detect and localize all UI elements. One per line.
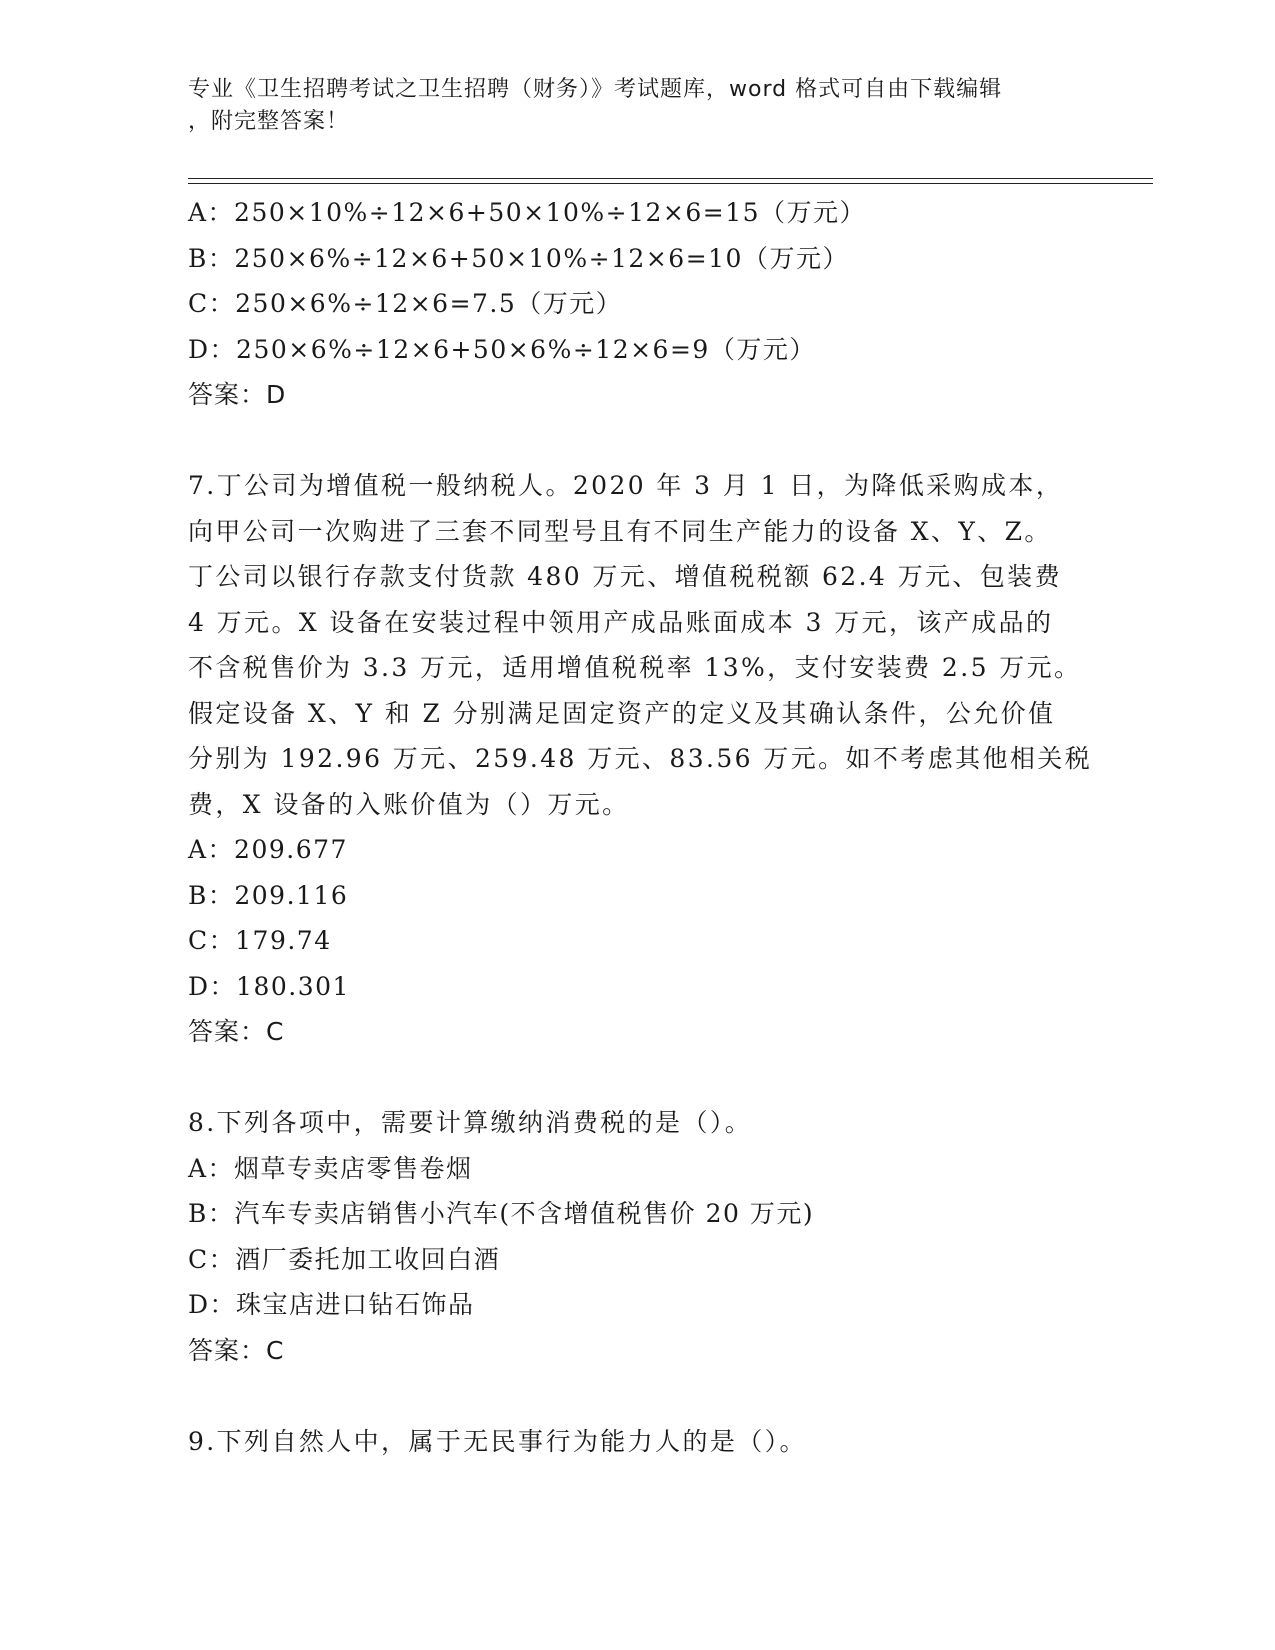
question-stem — [188, 1100, 1068, 1146]
stem-line: 9.下列自然人中，属于无民事行为能力人的是（）。 — [188, 1426, 807, 1456]
question-stem — [188, 1419, 1068, 1465]
option-a: A：烟草专卖店零售卷烟 — [188, 1153, 473, 1183]
option-b: B：250×6%÷12×6+50×10%÷12×6=10（万元） — [188, 243, 849, 273]
answer: 答案：D — [188, 380, 287, 409]
option-d: D：250×6%÷12×6+50×6%÷12×6=9（万元） — [188, 334, 816, 364]
stem-line: 7.丁公司为增值税一般纳税人。2020 年 3 月 1 日，为降低采购成本， — [188, 471, 1064, 500]
spacer — [188, 418, 1088, 464]
stem-line: 费，X 设备的入账价值为（）万元。 — [188, 789, 630, 819]
spacer — [188, 1055, 1088, 1101]
header-line-1: 专业《卫生招聘考试之卫生招聘（财务）》考试题库，word 格式可自由下载编辑 — [188, 77, 1003, 102]
option-d: D：180.301 — [188, 971, 350, 1001]
answer: 答案：C — [188, 1017, 285, 1046]
document-body — [188, 190, 1093, 1464]
question-9 — [188, 1419, 1088, 1465]
stem-line: 4 万元。X 设备在安装过程中领用产成品账面成本 3 万元，该产成品的 — [188, 607, 1054, 637]
option-c: C：250×6%÷12×6=7.5（万元） — [188, 289, 623, 318]
header-line-2: ，附完整答案！ — [188, 109, 350, 134]
option-b: B：209.116 — [188, 880, 349, 910]
stem-line: 不含税售价为 3.3 万元，适用增值税税率 13%，支付安装费 2.5 万元。 — [188, 653, 1082, 682]
stem-line: 假定设备 X、Y 和 Z 分别满足固定资产的定义及其确认条件，公允价值 — [188, 698, 1056, 728]
question-8 — [188, 1100, 1088, 1373]
stem-line: 8.下列各项中，需要计算缴纳消费税的是（）。 — [188, 1108, 753, 1137]
option-c: C：179.74 — [188, 926, 332, 955]
document-header — [188, 74, 1078, 138]
question-stem — [188, 463, 1093, 827]
header-divider-top — [188, 178, 1153, 179]
option-d: D：珠宝店进口钻石饰品 — [188, 1290, 475, 1319]
option-a: A：209.677 — [188, 835, 348, 864]
question-7 — [188, 463, 1093, 1055]
stem-line: 丁公司以银行存款支付货款 480 万元、增值税税额 62.4 万元、包装费 — [188, 562, 1062, 591]
option-c: C：酒厂委托加工收回白酒 — [188, 1244, 501, 1274]
stem-line: 向甲公司一次购进了三套不同型号且有不同生产能力的设备 X、Y、Z。 — [188, 516, 1052, 546]
spacer — [188, 1373, 1088, 1419]
option-b: B：汽车专卖店销售小汽车(不含增值税售价 20 万元) — [188, 1199, 815, 1228]
stem-line: 分别为 192.96 万元、259.48 万元、83.56 万元。如不考虑其他相关税 — [188, 744, 1093, 773]
header-divider-bottom — [188, 183, 1153, 184]
question-6-tail — [188, 190, 1088, 418]
option-a: A：250×10%÷12×6+50×10%÷12×6=15（万元） — [188, 198, 867, 227]
answer: 答案：C — [188, 1335, 285, 1365]
